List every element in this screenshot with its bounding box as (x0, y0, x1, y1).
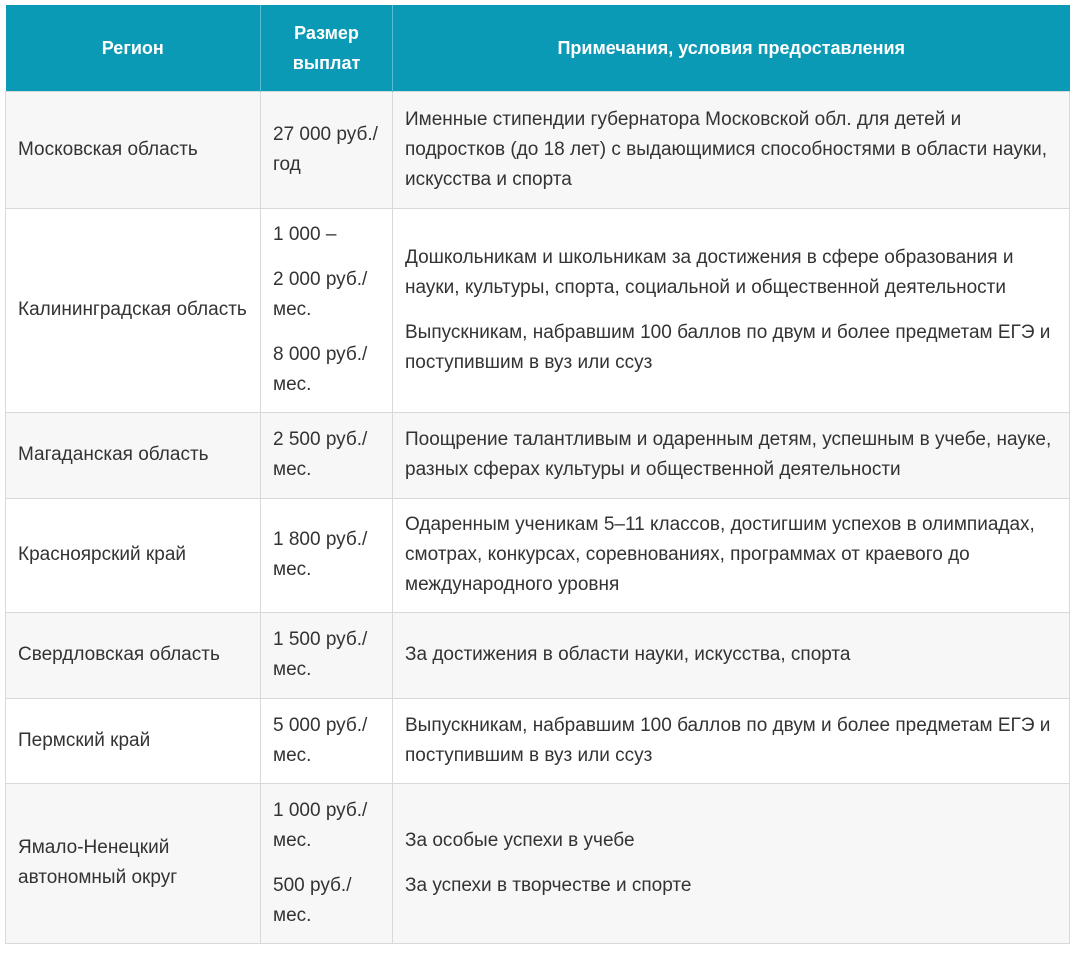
header-amount-line2: выплат (292, 52, 361, 73)
amount-value: 1 000 – (273, 224, 337, 245)
cell-notes (393, 91, 1070, 208)
amount-value: 1 000 руб./ мес. (273, 799, 368, 851)
amount-value: 2 000 руб./ мес. (273, 269, 368, 320)
note-text: Именные стипендии губернатора Московской обл. для детей и подростков (до 18 лет) с выдающимися способностями в области науки, искусства и спорта (405, 108, 1048, 190)
cell-amount (261, 498, 393, 612)
cell-amount (261, 208, 393, 412)
note-text: За достижения в области науки, искусства, спорта (405, 644, 851, 665)
note-text: Одаренным ученикам 5–11 классов, достигшим успехов в олимпиадах, смотрах, конкурсах, соревнованиях, программах от краевого до международного уровня (405, 514, 1035, 595)
scholarship-table (5, 5, 1070, 944)
table-row (6, 412, 1070, 498)
cell-region: Ямало-Ненецкий автономный округ (6, 783, 261, 943)
cell-amount (261, 91, 393, 208)
cell-notes (393, 612, 1070, 698)
cell-notes (393, 783, 1070, 943)
amount-value: 1 800 руб./ мес. (273, 529, 368, 580)
cell-notes (393, 208, 1070, 412)
amount-value: 5 000 руб./ мес. (273, 714, 368, 766)
table-row (6, 208, 1070, 412)
table-row (6, 498, 1070, 612)
cell-region: Калининградская область (6, 208, 261, 412)
amount-value: 1 500 руб./ мес. (273, 629, 368, 680)
cell-region: Свердловская область (6, 612, 261, 698)
cell-amount (261, 783, 393, 943)
table-row (6, 783, 1070, 943)
cell-notes (393, 412, 1070, 498)
cell-region: Красноярский край (6, 498, 261, 612)
note-text: За успехи в творчестве и спорте (405, 874, 692, 896)
amount-value: 2 500 руб./ мес. (273, 429, 368, 480)
note-text: За особые успехи в учебе (405, 829, 635, 851)
cell-amount (261, 612, 393, 698)
table-row (6, 612, 1070, 698)
header-region: Регион (6, 5, 261, 91)
cell-amount (261, 698, 393, 783)
note-text: Выпускникам, набравшим 100 баллов по двум и более предметам ЕГЭ и поступившим в вуз или ссуз (405, 714, 1051, 766)
amount-value: 8 000 руб./ мес. (273, 344, 368, 395)
cell-region: Пермский край (6, 698, 261, 783)
cell-notes (393, 698, 1070, 783)
note-text: Поощрение талантливым и одаренным детям, успешным в учебе, науке, разных сферах культуры и общественной деятельности (405, 429, 1052, 480)
cell-amount (261, 412, 393, 498)
note-text: Дошкольникам и школьникам за достижения в сфере образования и науки, культуры, спорта, социальной и общественной деятельности (405, 246, 1014, 298)
table-row (6, 91, 1070, 208)
header-amount-line1: Размер (294, 22, 359, 43)
note-text: Выпускникам, набравшим 100 баллов по двум и более предметам ЕГЭ и поступившим в вуз или ссуз (405, 321, 1051, 373)
cell-region: Магаданская область (6, 412, 261, 498)
table-header-row (6, 5, 1070, 91)
cell-notes (393, 498, 1070, 612)
cell-region: Московская область (6, 91, 261, 208)
amount-value: 27 000 руб./год (273, 123, 378, 175)
header-notes: Примечания, условия предоставления (393, 5, 1070, 91)
header-amount (261, 5, 393, 91)
amount-value: 500 руб./ мес. (273, 874, 352, 926)
table-row (6, 698, 1070, 783)
